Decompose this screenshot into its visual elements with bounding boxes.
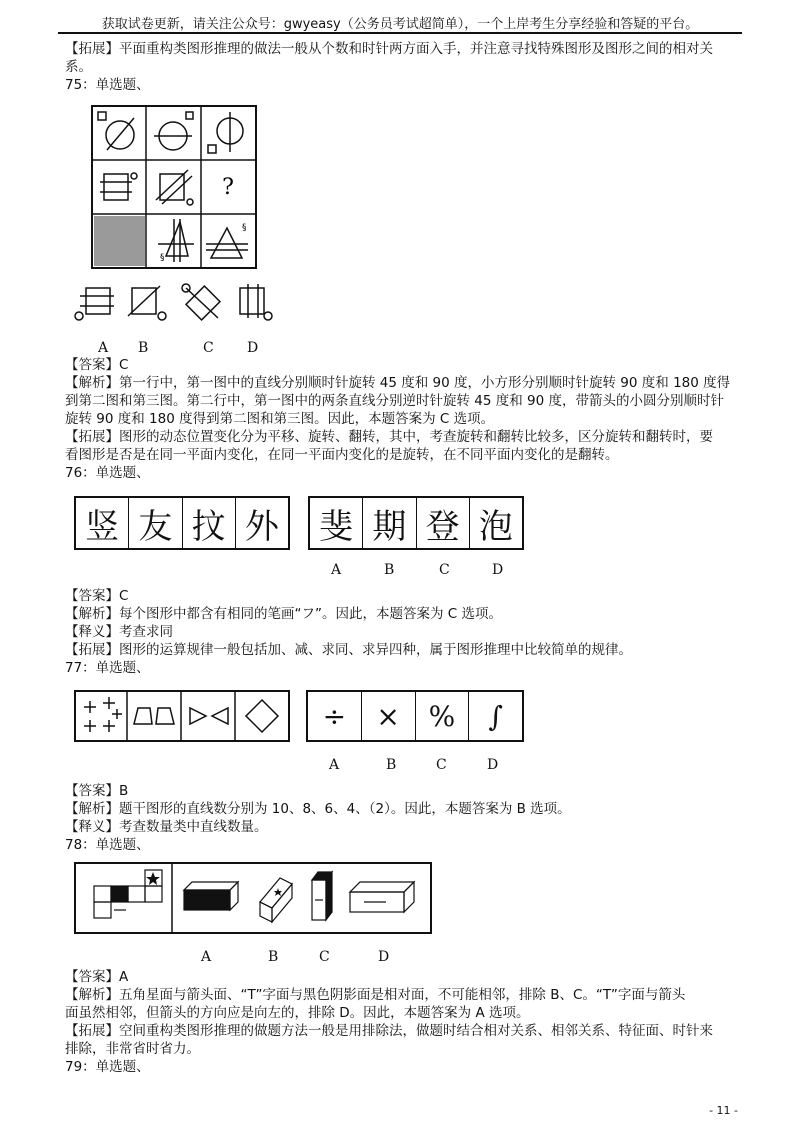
q77-title: 77：单选题、 [65, 660, 150, 676]
header-divider [58, 32, 742, 34]
q76-title: 76：单选题、 [65, 465, 150, 481]
q75-option-d-label: D [247, 340, 259, 356]
q75-cell-1-2 [154, 112, 193, 150]
q78-star-face [146, 872, 160, 885]
q77-stem-box [74, 690, 290, 742]
q78-option-d-cube [350, 882, 414, 912]
q78-answer: 【答案】A [65, 969, 129, 985]
q75-title: 75：单选题、 [65, 77, 150, 93]
q78-option-c-label: C [319, 949, 330, 965]
q77-options-box [306, 690, 524, 742]
q75-cell-2-1 [100, 173, 137, 200]
q74-extension-line1: 【拓展】平面重构类图形推理的做法一般从个数和时针两方面入手，并注意寻找特殊图形及图形之间的相对关 [65, 41, 713, 57]
q75-option-b-label: B [138, 340, 149, 356]
q76-stem-char: 友 [129, 498, 182, 548]
q75-extension-1: 【拓展】图形的动态位置变化分为平移、旋转、翻转，其中，考查旋转和翻转比较多，区分旋转和翻转时，要 [65, 429, 713, 445]
q75-shaded-cell [94, 216, 145, 266]
q76-option-char: 斐 [310, 498, 363, 548]
q79-title: 79：单选题、 [65, 1059, 150, 1075]
q76-stem-box [74, 496, 290, 550]
q76-extension: 【拓展】图形的运算规律一般包括加、减、求同、求异四种，属于图形推理中比较简单的规律。 [65, 642, 632, 658]
q75-option-a-label: A [98, 340, 109, 356]
q77-stem-crosses [84, 697, 122, 732]
q78-option-a-label: A [201, 949, 212, 965]
q77-stem-diamond [246, 700, 278, 732]
q76-option-a-label: A [331, 562, 342, 578]
q75-question-mark: ? [222, 175, 234, 200]
q77-explain: 【解析】题干图形的直线数分别为 10、8、6、4、（2）。因此，本题答案为 B 选项。 [65, 801, 571, 817]
q76-options-box [308, 496, 524, 550]
q76-explain: 【解析】每个图形中都含有相同的笔画“フ”。因此，本题答案为 C 选项。 [65, 606, 502, 622]
q75-explain-2: 到第二图和第三图。第二行中，第一图中的两条直线分别逆时针旋转 45 度和 90 度，带箭头的小圆分别顺时针 [65, 393, 725, 409]
q77-option-d-label: D [487, 757, 499, 773]
q76-option-char: 泡 [478, 506, 513, 547]
q78-figure [74, 862, 432, 934]
q77-stem-triangles [190, 708, 228, 724]
q78-option-b-cube [260, 878, 292, 922]
q77-option-symbol: ∫ [488, 699, 503, 733]
q77-option-b-label: B [386, 757, 397, 773]
q76-option-char: 期 [363, 498, 416, 548]
q76-option-d-label: D [492, 562, 504, 578]
q76-option-char: 登 [417, 498, 470, 548]
q75-answer: 【答案】C [65, 357, 129, 373]
q75-extension-2: 看图形是否是在同一平面内变化，在同一平面内变化的是旋转，在不同平面内变化的是翻转。 [65, 447, 619, 463]
q78-explain-1: 【解析】五角星面与箭头面、“T”字面与黑色阴影面是相对面，不可能相邻，排除 B、C。“T”字面与箭头 [65, 987, 686, 1003]
page-header: 获取试卷更新，请关注公众号：gwyeasy（公务员考试超简单），一个上岸考生分享经验和答疑的平台。 [101, 17, 699, 32]
q76-stem-char: 外 [244, 506, 279, 547]
q76-answer: 【答案】C [65, 588, 129, 604]
q76-option-c-label: C [439, 562, 450, 578]
q76-meaning: 【释义】考查求同 [65, 624, 173, 640]
q75-option-figures [70, 282, 290, 328]
q75-option-a-figure [75, 288, 114, 320]
q78-option-d-label: D [378, 949, 390, 965]
q75-figure-grid [90, 104, 260, 272]
q77-answer: 【答案】B [65, 783, 129, 799]
q77-option-a-label: A [329, 757, 340, 773]
q75-section-sign-1: § [160, 253, 165, 263]
q77-option-symbol: × [362, 692, 416, 740]
q78-option-b-label: B [268, 949, 279, 965]
page-number: - 11 - [709, 1104, 738, 1117]
q75-explain-3: 旋转 90 度和 180 度得到第二图和第三图。因此，本题答案为 C 选项。 [65, 411, 495, 427]
q75-option-d-figure [240, 284, 272, 320]
q78-extension-1: 【拓展】空间重构类图形推理的做题方法一般是用排除法，做题时结合相对关系、相邻关系、特征面、时针来 [65, 1023, 713, 1039]
q75-explain-1: 【解析】第一行中，第一图中的直线分别顺时针旋转 45 度和 90 度，小方形分别顺时针旋转 90 度和 180 度得 [65, 375, 731, 391]
q77-option-symbol: ÷ [308, 692, 362, 740]
q75-cell-1-3 [208, 112, 243, 153]
q75-option-c-label: C [203, 340, 214, 356]
q78-extension-2: 排除，非常省时省力。 [65, 1041, 200, 1057]
q75-option-b-figure [128, 286, 166, 320]
q76-stem-char: 抆 [183, 498, 236, 548]
q76-option-b-label: B [384, 562, 395, 578]
q75-cell-1-1 [98, 112, 134, 150]
q77-meaning: 【释义】考查数量类中直线数量。 [65, 819, 268, 835]
q78-option-a-cube [184, 882, 238, 910]
q75-option-c-figure [182, 284, 220, 320]
q78-title: 78：单选题、 [65, 837, 150, 853]
q75-cell-2-2 [156, 170, 193, 205]
q74-extension-line2: 系。 [65, 59, 92, 75]
q78-option-c-cube [312, 872, 332, 920]
q77-option-symbol: % [416, 692, 470, 740]
q76-stem-char: 竖 [76, 498, 129, 548]
q78-explain-2: 面虽然相邻，但箭头的方向应是向左的，排除 D。因此，本题答案为 A 选项。 [65, 1005, 530, 1021]
q75-section-sign-2: § [242, 223, 247, 233]
q77-option-c-label: C [436, 757, 447, 773]
q77-stem-trapezoids [134, 708, 174, 724]
